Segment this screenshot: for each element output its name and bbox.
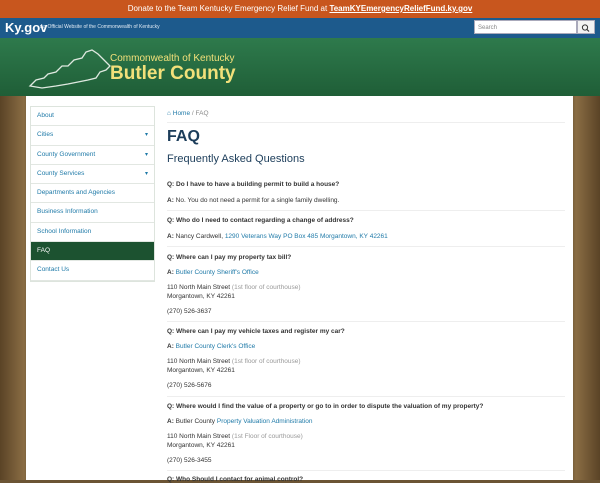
address-link[interactable]: 1290 Veterans Way PO Box 485 Morgantown, KY 42261: [224, 233, 388, 240]
phone-number: (270) 526-3455: [167, 457, 212, 464]
phone-number: (270) 526-5676: [167, 382, 212, 389]
home-icon: ⌂: [167, 110, 171, 117]
kentucky-outline-icon: [28, 46, 112, 90]
sidebar-item-county-government[interactable]: [31, 146, 154, 165]
answer-text: Butler County: [175, 418, 216, 425]
caret-down-icon: ▾: [144, 151, 148, 158]
street-address: 110 North Main Street: [167, 433, 231, 440]
page-title: FAQ: [167, 128, 200, 145]
faq-divider: [167, 396, 565, 397]
sidebar-item-label: School Information: [37, 227, 92, 235]
answer-prefix: A:: [167, 233, 174, 240]
search-button[interactable]: [577, 20, 595, 34]
answer-text: Nancy Cardwell,: [175, 233, 223, 240]
faq-divider: [167, 246, 565, 247]
sidebar-item-departments[interactable]: [31, 184, 154, 203]
banner-text: Donate to the Team Kentucky Emergency Relief Fund at: [127, 4, 328, 13]
sidebar-item-label: Contact Us: [37, 266, 70, 274]
sidebar-item-about[interactable]: [31, 107, 154, 126]
phone-number: (270) 526-3637: [167, 308, 212, 315]
sidebar-item-label: Cities: [37, 131, 54, 139]
faq-question: Q: Who do I need to contact regarding a change of address?: [167, 217, 354, 224]
street-address: 110 North Main Street: [167, 358, 231, 365]
sidebar-item-business[interactable]: [31, 203, 154, 222]
sidebar-item-contact[interactable]: [31, 261, 154, 280]
city-line: Morgantown, KY 42261: [167, 293, 235, 300]
breadcrumb-home[interactable]: [167, 110, 190, 117]
sidebar-item-faq[interactable]: [31, 242, 154, 261]
search-icon: [578, 22, 594, 34]
kygov-tagline: An Official Website of the Commonwealth of Kentucky: [40, 24, 160, 30]
answer-text: No. You do not need a permit for a single family dwelling.: [175, 197, 340, 204]
faq-answer: [167, 418, 313, 425]
faq-question: Q: Where can I pay my property tax bill?: [167, 254, 292, 261]
header-county-name: Butler County: [110, 63, 236, 84]
sidebar-item-label: County Services: [37, 169, 85, 177]
page-subtitle: Frequently Asked Questions: [167, 153, 305, 165]
sheriff-office-link[interactable]: Butler County Sheriff's Office: [175, 269, 259, 276]
sidebar-item-county-services[interactable]: [31, 165, 154, 184]
header-commonwealth: Commonwealth of Kentucky: [110, 53, 235, 64]
faq-answer: [167, 269, 259, 276]
kygov-logo[interactable]: Ky.gov: [5, 20, 48, 35]
sidebar-item-label: County Government: [37, 150, 96, 158]
address-line: [167, 284, 301, 291]
address-note: (1st floor of courthouse): [231, 358, 301, 365]
caret-down-icon: ▾: [144, 170, 148, 177]
address-line: [167, 433, 303, 440]
address-note: (1st Floor of courthouse): [231, 433, 303, 440]
answer-prefix: A:: [167, 269, 174, 276]
faq-question: Q: Who Should I contact for animal control?: [167, 476, 304, 483]
banner-link[interactable]: TeamKYEmergencyReliefFund.ky.gov: [329, 4, 473, 13]
sidebar-item-label: Departments and Agencies: [37, 189, 116, 197]
faq-answer: [167, 197, 339, 204]
faq-divider: [167, 321, 565, 322]
answer-prefix: A:: [167, 343, 174, 350]
faq-answer: [167, 233, 388, 240]
sidebar-nav: [30, 106, 155, 282]
breadcrumb-current: FAQ: [195, 110, 209, 117]
search-input[interactable]: Search: [474, 20, 577, 34]
answer-prefix: A:: [167, 197, 174, 204]
breadcrumb: [167, 106, 565, 123]
city-line: Morgantown, KY 42261: [167, 442, 235, 449]
sidebar-item-label: About: [37, 112, 54, 119]
pva-link[interactable]: Property Valuation Administration: [216, 418, 313, 425]
faq-question: Q: Where can I pay my vehicle taxes and register my car?: [167, 328, 345, 335]
address-note: (1st floor of courthouse): [231, 284, 301, 291]
caret-down-icon: ▾: [144, 132, 148, 139]
faq-question: Q: Do I have to have a building permit to build a house?: [167, 181, 340, 188]
answer-prefix: A:: [167, 418, 174, 425]
street-address: 110 North Main Street: [167, 284, 231, 291]
faq-divider: [167, 210, 565, 211]
sidebar-item-school[interactable]: [31, 223, 154, 242]
breadcrumb-separator: /: [191, 110, 194, 117]
breadcrumb-home-label: Home: [172, 110, 191, 117]
sidebar-item-label: FAQ: [37, 247, 51, 255]
city-line: Morgantown, KY 42261: [167, 367, 235, 374]
donation-banner: [0, 0, 600, 18]
faq-answer: [167, 343, 255, 350]
faq-question: Q: Where would I find the value of a property or go to in order to dispute the valuation of my property?: [167, 403, 484, 410]
faq-divider: [167, 470, 565, 471]
sidebar-item-cities[interactable]: [31, 126, 154, 145]
address-line: [167, 358, 301, 365]
clerk-office-link[interactable]: Butler County Clerk's Office: [175, 343, 256, 350]
sidebar-item-label: Business Information: [37, 208, 98, 216]
